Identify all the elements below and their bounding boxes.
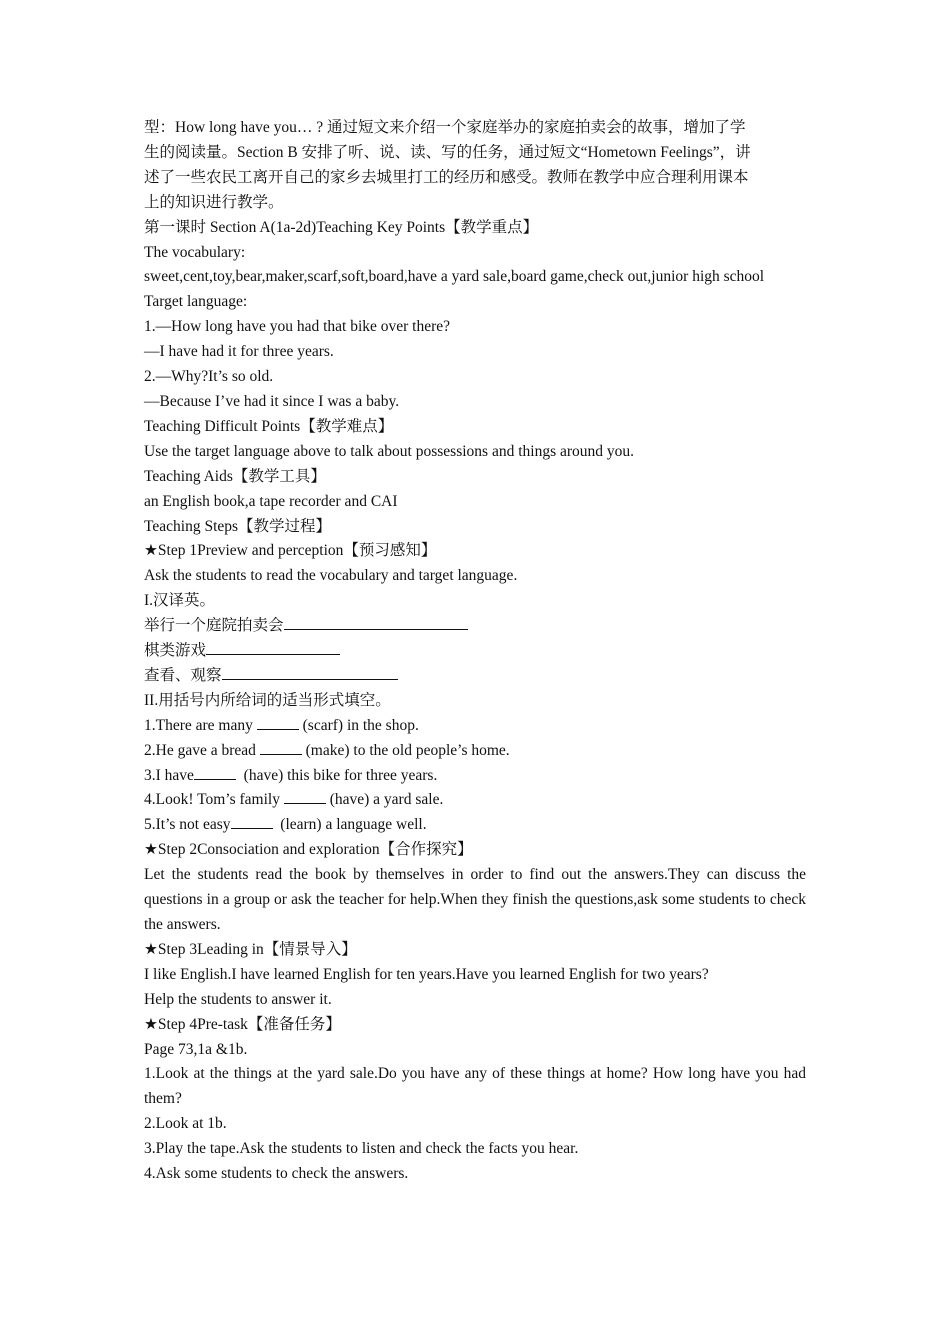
- answer-blank[interactable]: [231, 814, 273, 829]
- step4-item-4: 4.Ask some students to check the answers.: [144, 1165, 409, 1183]
- fill-in-text-before: 4.Look! Tom’s family: [144, 791, 284, 809]
- fill-in-item: [144, 714, 806, 739]
- fill-in-text-after: (scarf) in the shop.: [298, 716, 419, 734]
- answer-blank[interactable]: [284, 615, 468, 630]
- target-language-line: —I have had it for three years.: [144, 343, 334, 361]
- target-language-line: —Because I’ve had it since I was a baby.: [144, 392, 400, 410]
- vocabulary-label: The vocabulary:: [144, 243, 246, 261]
- answer-blank[interactable]: [222, 665, 398, 680]
- translation-item-text: 查看、观察: [144, 666, 222, 684]
- step3-line-1: I like English.I have learned English for ten years.Have you learned English for two years?: [144, 965, 709, 983]
- aids-text: an English book,a tape recorder and CAI: [144, 492, 398, 510]
- difficult-points-text: Use the target language above to talk about possessions and things around you.: [144, 442, 635, 460]
- answer-blank[interactable]: [194, 765, 236, 780]
- exercise-1-title: I.汉译英。: [144, 592, 216, 610]
- step2-heading: ★Step 2Consociation and exploration【合作探究】: [144, 841, 473, 859]
- step3-heading: ★Step 3Leading in【情景导入】: [144, 940, 357, 958]
- step4-item-1: 1.Look at the things at the yard sale.Do you have any of these things at home? How long have you had them?: [144, 1065, 806, 1108]
- fill-in-item: [144, 788, 806, 813]
- step4-page-ref: Page 73,1a &1b.: [144, 1040, 248, 1058]
- aids-heading: Teaching Aids【教学工具】: [144, 467, 326, 485]
- fill-in-item: [144, 764, 806, 789]
- answer-blank[interactable]: [284, 789, 326, 804]
- answer-blank[interactable]: [257, 715, 299, 730]
- fill-in-text-before: 1.There are many: [144, 716, 257, 734]
- fill-in-text-after: (learn) a language well.: [272, 816, 427, 834]
- fill-in-text-before: 2.He gave a bread: [144, 741, 260, 759]
- exercise-2-title: II.用括号内所给词的适当形式填空。: [144, 691, 391, 709]
- translation-item-text: 举行一个庭院拍卖会: [144, 617, 284, 635]
- answer-blank[interactable]: [260, 740, 302, 755]
- fill-in-text-after: (make) to the old people’s home.: [301, 741, 510, 759]
- intro-line-4: 上的知识进行教学。: [144, 193, 284, 211]
- step1-text: Ask the students to read the vocabulary and target language.: [144, 567, 518, 585]
- translation-item: [144, 664, 806, 689]
- document-page: [144, 116, 806, 1187]
- target-language-label: Target language:: [144, 293, 248, 311]
- vocabulary-words: sweet,cent,toy,bear,maker,scarf,soft,board,have a yard sale,board game,check out,junior high school: [144, 268, 765, 286]
- step3-line-2: Help the students to answer it.: [144, 990, 332, 1008]
- translation-item: [144, 614, 806, 639]
- translation-item: [144, 639, 806, 664]
- difficult-points-heading: Teaching Difficult Points【教学难点】: [144, 417, 394, 435]
- step4-heading: ★Step 4Pre-task【准备任务】: [144, 1015, 341, 1033]
- steps-heading: Teaching Steps【教学过程】: [144, 517, 332, 535]
- intro-line-3: 述了一些农民工离开自己的家乡去城里打工的经历和感受。教师在教学中应合理利用课本: [144, 168, 749, 186]
- fill-in-text-after: (have) a yard sale.: [325, 791, 444, 809]
- fill-in-text-after: (have) this bike for three years.: [235, 766, 438, 784]
- target-language-line: 2.—Why?It’s so old.: [144, 368, 274, 386]
- intro-line-2: 生的阅读量。Section B 安排了听、说、读、写的任务，通过短文“Hometown Feelings”，讲: [144, 143, 751, 161]
- intro-line-1: 型：How long have you… ? 通过短文来介绍一个家庭举办的家庭拍卖会的故事，增加了学: [144, 119, 746, 136]
- step2-text: Let the students read the book by themselves in order to find out the answers.They can discuss the questions in a group or ask the teacher for help.When they finish the questions,ask some students to check the answers.: [144, 866, 806, 933]
- step4-item-2: 2.Look at 1b.: [144, 1115, 227, 1133]
- step4-item-3: 3.Play the tape.Ask the students to listen and check the facts you hear.: [144, 1140, 579, 1158]
- fill-in-text-before: 5.It’s not easy: [144, 816, 231, 834]
- fill-in-text-before: 3.I have: [144, 766, 194, 784]
- translation-item-text: 棋类游戏: [144, 642, 207, 660]
- step1-heading: ★Step 1Preview and perception【预习感知】: [144, 542, 437, 560]
- answer-blank[interactable]: [206, 640, 340, 655]
- target-language-line: 1.—How long have you had that bike over there?: [144, 318, 451, 336]
- fill-in-item: [144, 813, 806, 838]
- lesson-heading: 第一课时 Section A(1a-2d)Teaching Key Points【教学重点】: [144, 218, 539, 236]
- fill-in-item: [144, 739, 806, 764]
